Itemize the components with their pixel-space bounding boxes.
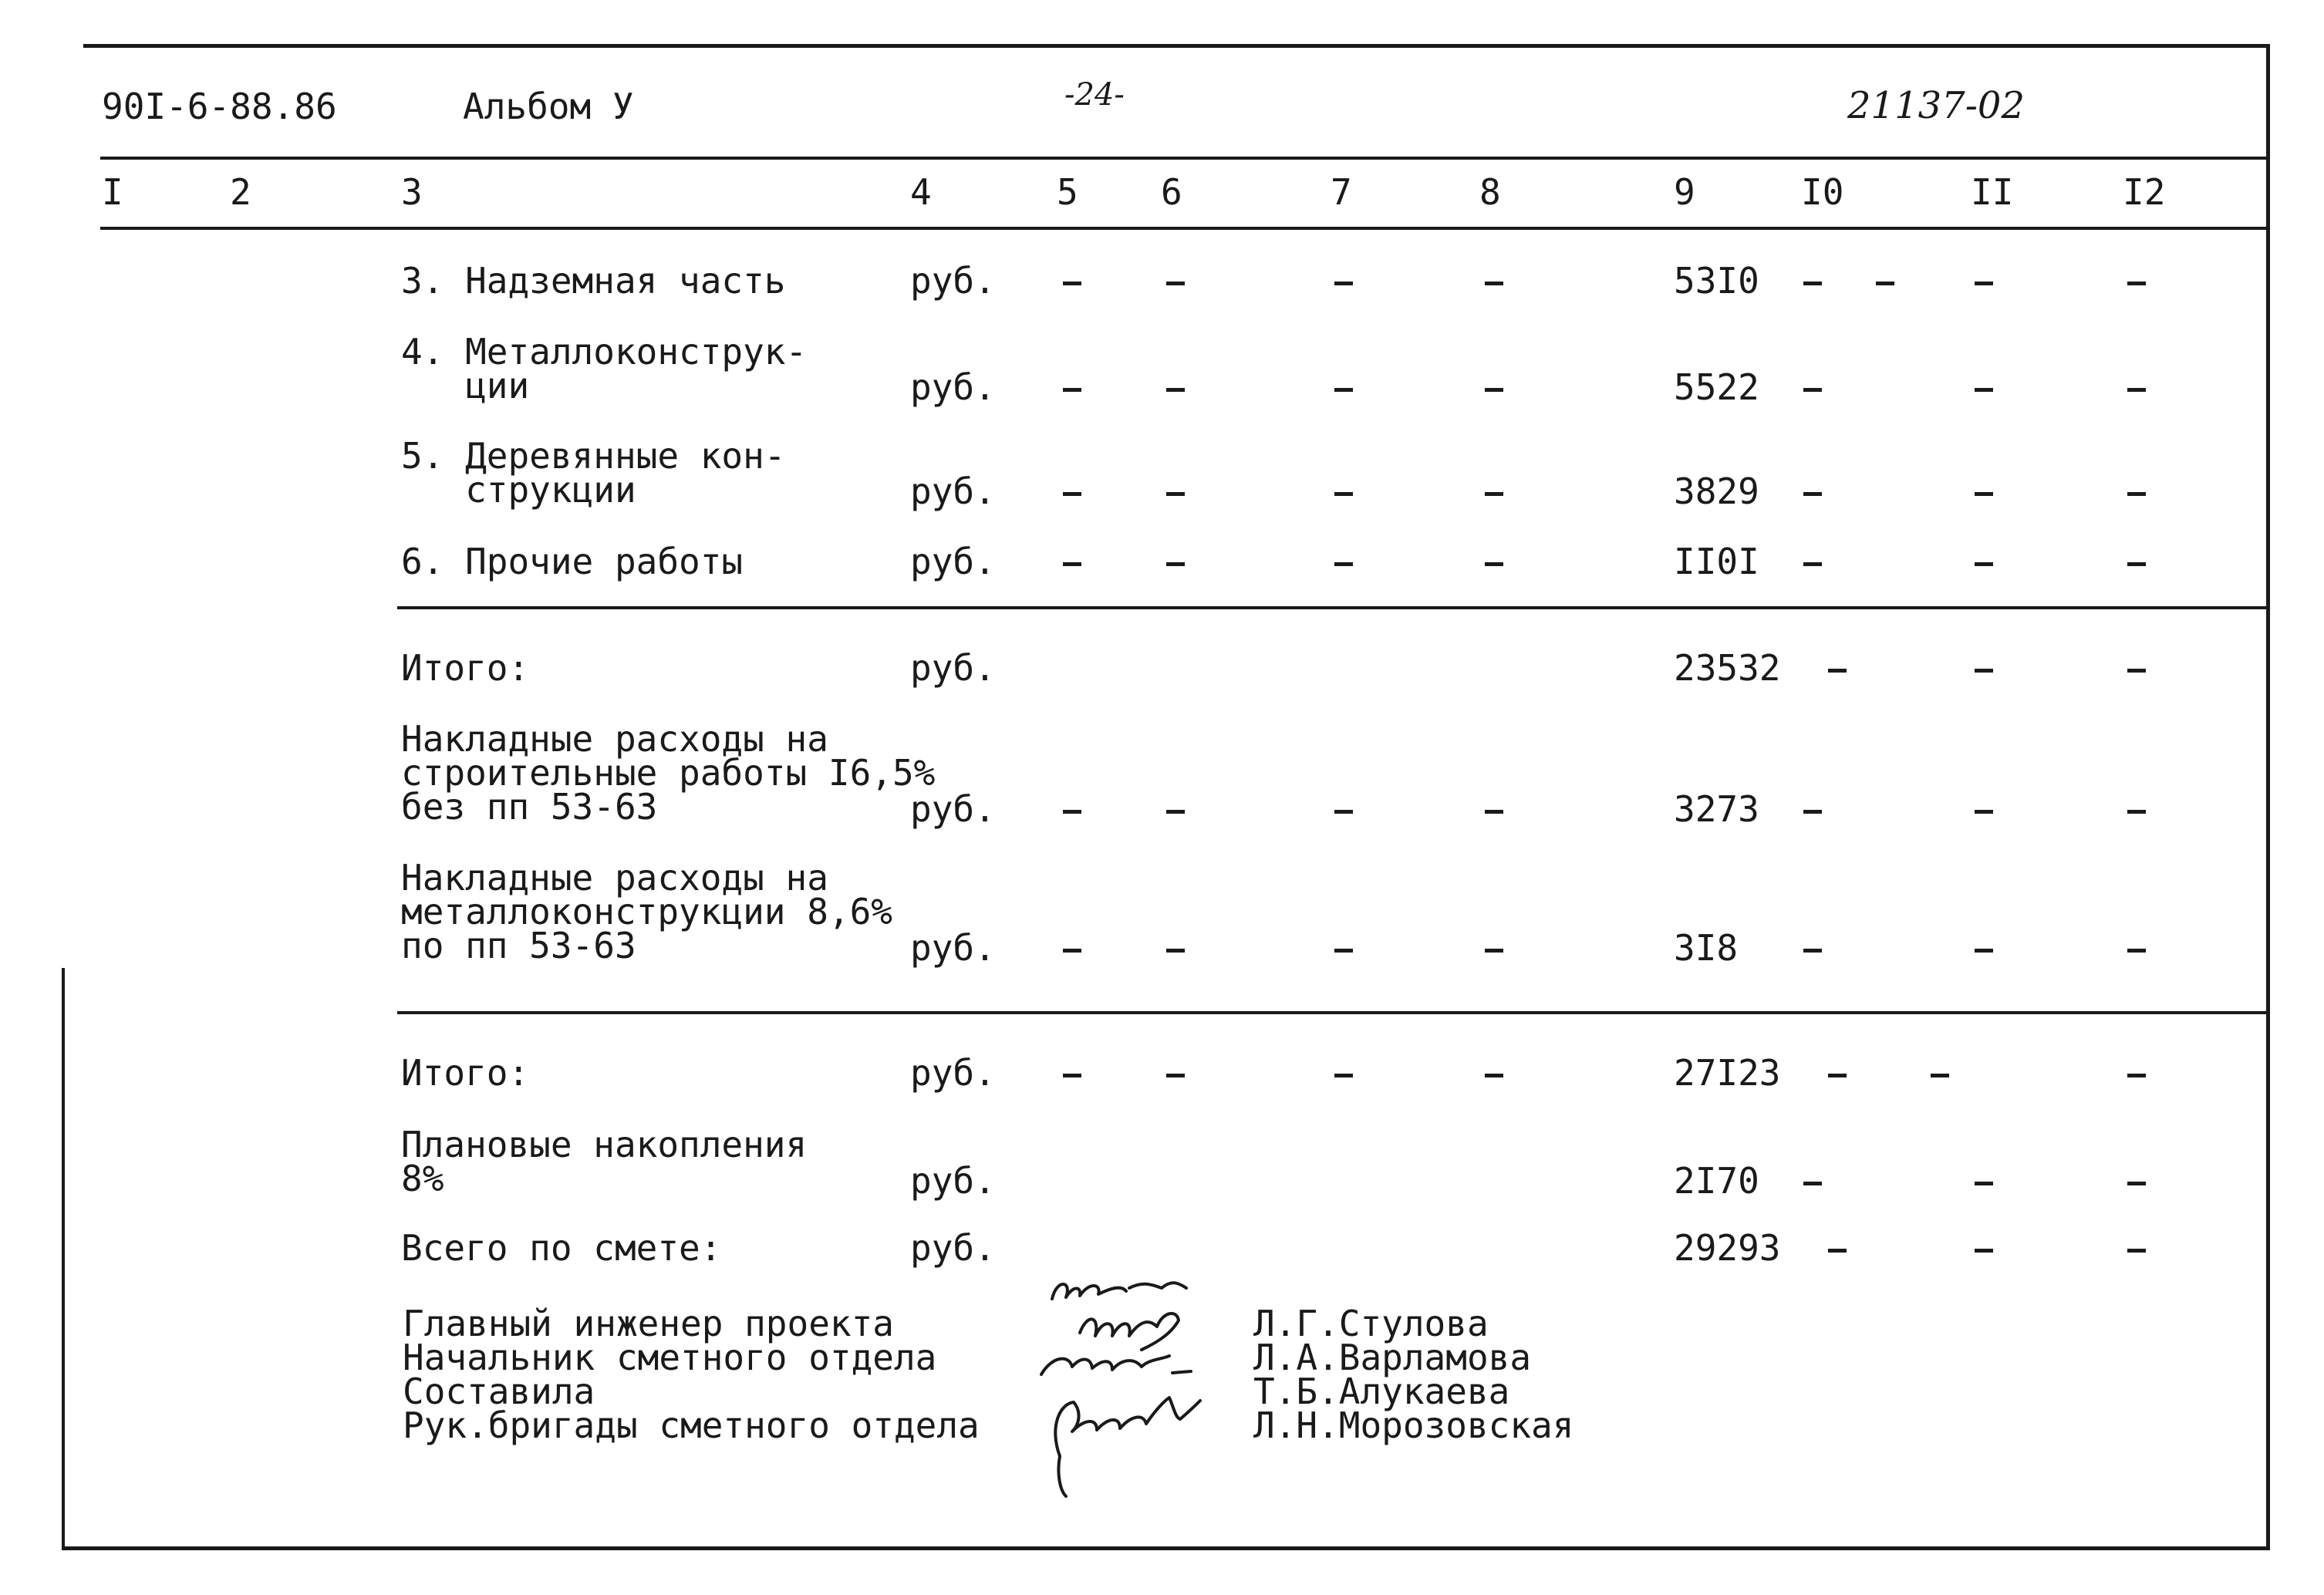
- empty-cell-dash: [1063, 949, 1081, 953]
- empty-cell-dash: [1803, 1182, 1822, 1185]
- empty-cell-dash: [2127, 1182, 2146, 1185]
- row-label: 6. Прочие работы: [401, 541, 744, 582]
- row-value: 29293: [1674, 1227, 1781, 1269]
- row-unit: руб.: [910, 541, 996, 582]
- frame-top-border: [83, 44, 2270, 48]
- column-header: 7: [1331, 171, 1352, 213]
- empty-cell-dash: [1975, 388, 1993, 392]
- page-number: -24-: [1064, 77, 1125, 113]
- handwritten-signatures: [1026, 1265, 1257, 1504]
- column-header: 9: [1674, 171, 1695, 213]
- row-value: 23532: [1674, 647, 1781, 689]
- empty-cell-dash: [1828, 1249, 1847, 1253]
- row-unit: руб.: [910, 1052, 996, 1094]
- empty-cell-dash: [1485, 810, 1503, 814]
- column-header: I: [102, 171, 123, 213]
- column-header: I2: [2123, 171, 2166, 213]
- empty-cell-dash: [2127, 388, 2146, 392]
- empty-cell-dash: [1975, 810, 1993, 814]
- empty-cell-dash: [1931, 1074, 1949, 1077]
- empty-cell-dash: [1876, 282, 1894, 285]
- grand-total-label: Всего по смете:: [401, 1227, 722, 1269]
- empty-cell-dash: [1485, 949, 1503, 953]
- frame-right-border: [2266, 44, 2270, 1548]
- empty-cell-dash: [1063, 388, 1081, 392]
- row-unit: руб.: [910, 260, 996, 302]
- column-header: I0: [1801, 171, 1844, 213]
- column-header: 5: [1057, 171, 1078, 213]
- empty-cell-dash: [1975, 949, 1993, 953]
- empty-cell-dash: [1166, 562, 1185, 566]
- empty-cell-dash: [1334, 949, 1353, 953]
- row-value: 3I8: [1674, 927, 1739, 969]
- column-header: 8: [1479, 171, 1501, 213]
- column-header: II: [1971, 171, 2014, 213]
- row-value: 27I23: [1674, 1052, 1781, 1094]
- empty-cell-dash: [1063, 492, 1081, 496]
- empty-cell-dash: [1063, 562, 1081, 566]
- empty-cell-dash: [1166, 810, 1185, 814]
- row-value: 3829: [1674, 470, 1759, 512]
- empty-cell-dash: [1975, 282, 1993, 285]
- subtotal-divider-1: [397, 606, 2268, 609]
- empty-cell-dash: [1828, 669, 1847, 673]
- empty-cell-dash: [1485, 562, 1503, 566]
- empty-cell-dash: [2127, 282, 2146, 285]
- row-unit: руб.: [910, 366, 996, 408]
- empty-cell-dash: [1166, 282, 1185, 285]
- row-unit: руб.: [910, 1160, 996, 1202]
- signatory-roles: Главный инженер проекта Начальник сметного отдела Составила Рук.бригады сметного отдела: [403, 1303, 980, 1446]
- empty-cell-dash: [1334, 562, 1353, 566]
- frame-bottom-border: [62, 1546, 2270, 1550]
- row-unit: руб.: [910, 788, 996, 830]
- empty-cell-dash: [1334, 388, 1353, 392]
- empty-cell-dash: [1975, 1249, 1993, 1253]
- column-header: 2: [230, 171, 251, 213]
- header-divider: [100, 157, 2268, 160]
- empty-cell-dash: [1828, 1074, 1847, 1077]
- empty-cell-dash: [1485, 492, 1503, 496]
- empty-cell-dash: [1334, 492, 1353, 496]
- row-unit: руб.: [910, 647, 996, 689]
- empty-cell-dash: [1975, 669, 1993, 673]
- frame-left-border: [62, 968, 65, 1548]
- doc-code: 90I-6-88.86: [102, 86, 337, 127]
- empty-cell-dash: [1975, 492, 1993, 496]
- row-unit: руб.: [910, 1227, 996, 1269]
- empty-cell-dash: [1334, 810, 1353, 814]
- column-header: 3: [401, 171, 423, 213]
- empty-cell-dash: [1485, 388, 1503, 392]
- row-value: 2I70: [1674, 1160, 1759, 1202]
- empty-cell-dash: [1063, 282, 1081, 285]
- signatory-names: Л.Г.Стулова Л.А.Варламова Т.Б.Алукаева Л.Н.Морозовская: [1253, 1303, 1574, 1446]
- empty-cell-dash: [1485, 1074, 1503, 1077]
- empty-cell-dash: [1803, 388, 1822, 392]
- album-label: Альбом У: [463, 86, 634, 127]
- row-label: 3. Надземная часть: [401, 260, 786, 302]
- empty-cell-dash: [1485, 282, 1503, 285]
- empty-cell-dash: [1803, 282, 1822, 285]
- empty-cell-dash: [1803, 949, 1822, 953]
- empty-cell-dash: [2127, 949, 2146, 953]
- row-value: 53I0: [1674, 260, 1759, 302]
- empty-cell-dash: [1166, 492, 1185, 496]
- empty-cell-dash: [1166, 1074, 1185, 1077]
- empty-cell-dash: [2127, 1074, 2146, 1077]
- empty-cell-dash: [1166, 949, 1185, 953]
- row-label: 4. Металлоконструк- ции: [401, 331, 808, 406]
- row-unit: руб.: [910, 927, 996, 969]
- empty-cell-dash: [2127, 562, 2146, 566]
- row-label: Накладные расходы на строительные работы I6,5% без пп 53-63: [401, 718, 936, 828]
- row-value: 3273: [1674, 788, 1759, 830]
- empty-cell-dash: [1334, 282, 1353, 285]
- row-unit: руб.: [910, 470, 996, 512]
- empty-cell-dash: [1975, 1182, 1993, 1185]
- empty-cell-dash: [1063, 810, 1081, 814]
- subtotal-divider-2: [397, 1011, 2268, 1014]
- row-value: II0I: [1674, 541, 1759, 582]
- column-header: 6: [1161, 171, 1182, 213]
- column-header-divider: [100, 227, 2268, 230]
- subtotal-label: Итого:: [401, 1052, 530, 1094]
- column-header: 4: [910, 171, 932, 213]
- empty-cell-dash: [1166, 388, 1185, 392]
- row-value: 5522: [1674, 366, 1759, 408]
- row-label: Плановые накопления 8%: [401, 1124, 808, 1199]
- subtotal-label: Итого:: [401, 647, 530, 689]
- row-label: Накладные расходы на металлоконструкции 8,6% по пп 53-63: [401, 857, 892, 966]
- empty-cell-dash: [1803, 562, 1822, 566]
- empty-cell-dash: [1063, 1074, 1081, 1077]
- empty-cell-dash: [1803, 810, 1822, 814]
- empty-cell-dash: [1803, 492, 1822, 496]
- empty-cell-dash: [2127, 810, 2146, 814]
- row-label: 5. Деревянные кон- струкции: [401, 435, 786, 511]
- empty-cell-dash: [2127, 669, 2146, 673]
- empty-cell-dash: [1334, 1074, 1353, 1077]
- empty-cell-dash: [2127, 1249, 2146, 1253]
- empty-cell-dash: [1975, 562, 1993, 566]
- empty-cell-dash: [2127, 492, 2146, 496]
- project-code: 21137-02: [1847, 84, 2025, 127]
